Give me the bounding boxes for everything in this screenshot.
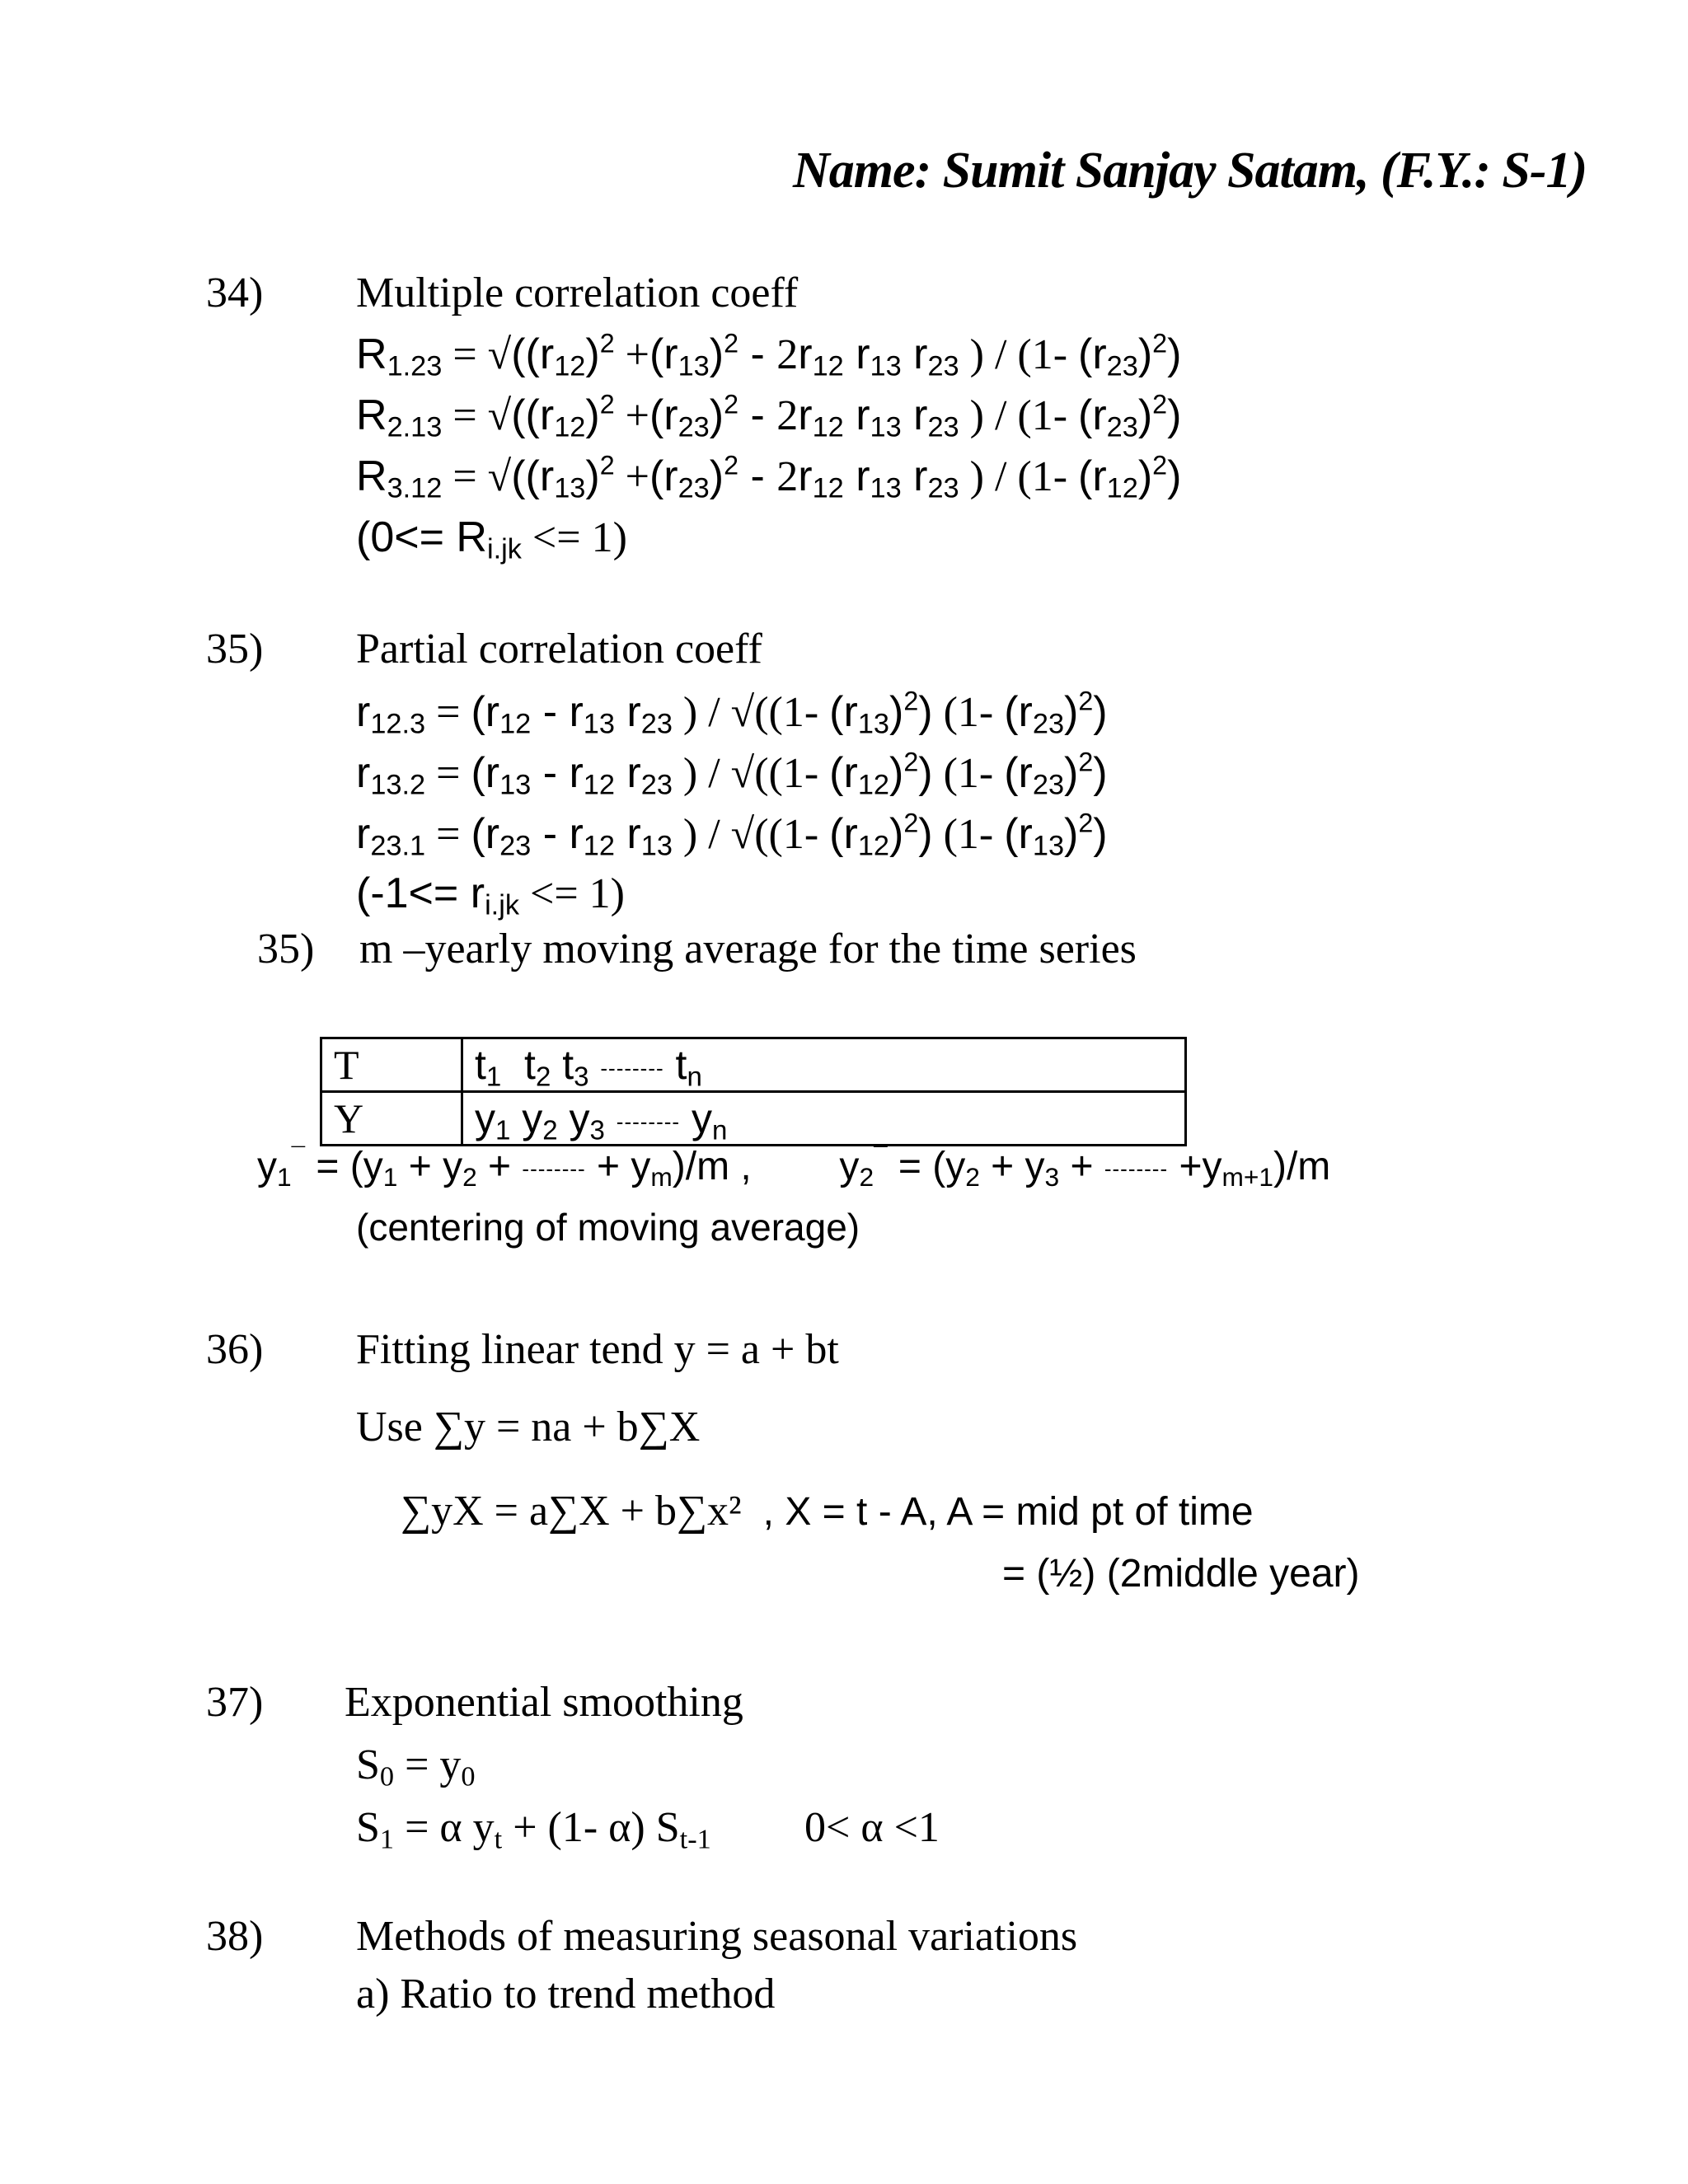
section-title: Multiple correlation coeff [356, 269, 799, 316]
section-number: 34) [206, 269, 264, 316]
section-number: 35) [257, 926, 315, 972]
table-row [321, 1038, 1186, 1092]
method-item-a: a) Ratio to trend method [356, 1971, 776, 2018]
smoothing-recursion: $S_1 = \alpha$ $y_t + (1-$ α) $S_{t-1}$ [356, 1804, 711, 1855]
section-number: 35) [206, 626, 264, 673]
smoothing-initial: $S_0 = y_0$ [356, 1741, 476, 1793]
formula-r23-1: $r_{23.1} = (r_{23} - r_{12}$ $r_{13}$ ) / √((1- $(r_{12})^2$) (1- $(r_{13})^2$) [356, 808, 1108, 862]
table-row [321, 1092, 1186, 1146]
formula-R3-12: $R_{3.12} = √((r_{13})^2 +(r_{23})^2 - 2r_{12}$ $r_{13}$ $r_{23}$ ) / (1- $(r_{12})^2$) [356, 450, 1182, 504]
range-r [356, 869, 625, 921]
alpha-constraint: 0< α <1 [804, 1804, 940, 1851]
range-r-sub: i.jk [485, 889, 519, 921]
moving-average-formulas: $y_1^¯ = (y_1 + y_2$ + -------- + $y_m)/m$ , $y_2^¯ = (y_2 + y_3$ + -------- $+y_{m+1})/m$ [257, 1143, 1331, 1192]
centering-note: (centering of moving average) [356, 1206, 860, 1249]
row-label-t: T [321, 1038, 462, 1092]
row-label-y: Y [321, 1092, 462, 1146]
formula-r13-2: $r_{13.2} = (r_{13} - r_{12}$ $r_{23}$ ) / √((1- $(r_{12})^2$) (1- $(r_{23})^2$) [356, 747, 1108, 801]
section-number: 38) [206, 1913, 264, 1960]
section-title: Methods of measuring seasonal variations [356, 1913, 1078, 1960]
formula-R1-23: $R_{1.23} = √((r_{12})^2 +(r_{13})^2 - 2r_{12}$ $r_{13}$ $r_{23}$ ) / (1- $(r_{23})^2$) [356, 328, 1182, 382]
row-values-y: $y_1$ $y_2$ $y_3$ -------- $y_n$ [462, 1092, 1186, 1146]
author-name-heading: Name: Sumit Sanjay Satam, (F.Y.: S-1) [793, 143, 1587, 199]
range-r-start: (-1<= r [356, 869, 485, 917]
formula-R2-13: $R_{2.13} = √((r_{12})^2 +(r_{23})^2 - 2r_{12}$ $r_{13}$ $r_{23}$ ) / (1- $(r_{23})^2$) [356, 389, 1182, 443]
normal-equation-1: Use ∑y = na + b∑X [356, 1404, 701, 1451]
range-R-end: <= 1) [521, 514, 627, 561]
row-values-t: $t_1$ $t_2$ $t_3$ -------- $t_n$ [462, 1038, 1186, 1092]
time-series-table [320, 1037, 1187, 1146]
section-title: Partial correlation coeff [356, 626, 762, 673]
section-title: Exponential smoothing [345, 1679, 743, 1726]
normal-equation-2-lhs: ∑yX = a∑X + b∑x² [401, 1488, 742, 1535]
normal-equation-2 [401, 1490, 1254, 1533]
section-number: 37) [206, 1679, 264, 1726]
mid-point-note: = (½) (2middle year) [1002, 1552, 1360, 1596]
range-r-end: <= 1) [519, 870, 625, 917]
section-title: Fitting linear tend y = a + bt [356, 1326, 839, 1373]
range-R-sub: i.jk [486, 533, 522, 565]
normal-equation-2-tail: , X = t - A, A = mid pt of time [762, 1490, 1254, 1534]
section-title: m –yearly moving average for the time series [359, 926, 1137, 972]
range-R [356, 513, 627, 565]
range-R-start: (0<= R [356, 513, 487, 561]
formula-r12-3: $r_{12.3} = (r_{12} - r_{13}$ $r_{23}$ ) / √((1- $(r_{13})^2$) (1- $(r_{23})^2$) [356, 686, 1108, 740]
section-number: 36) [206, 1326, 264, 1373]
